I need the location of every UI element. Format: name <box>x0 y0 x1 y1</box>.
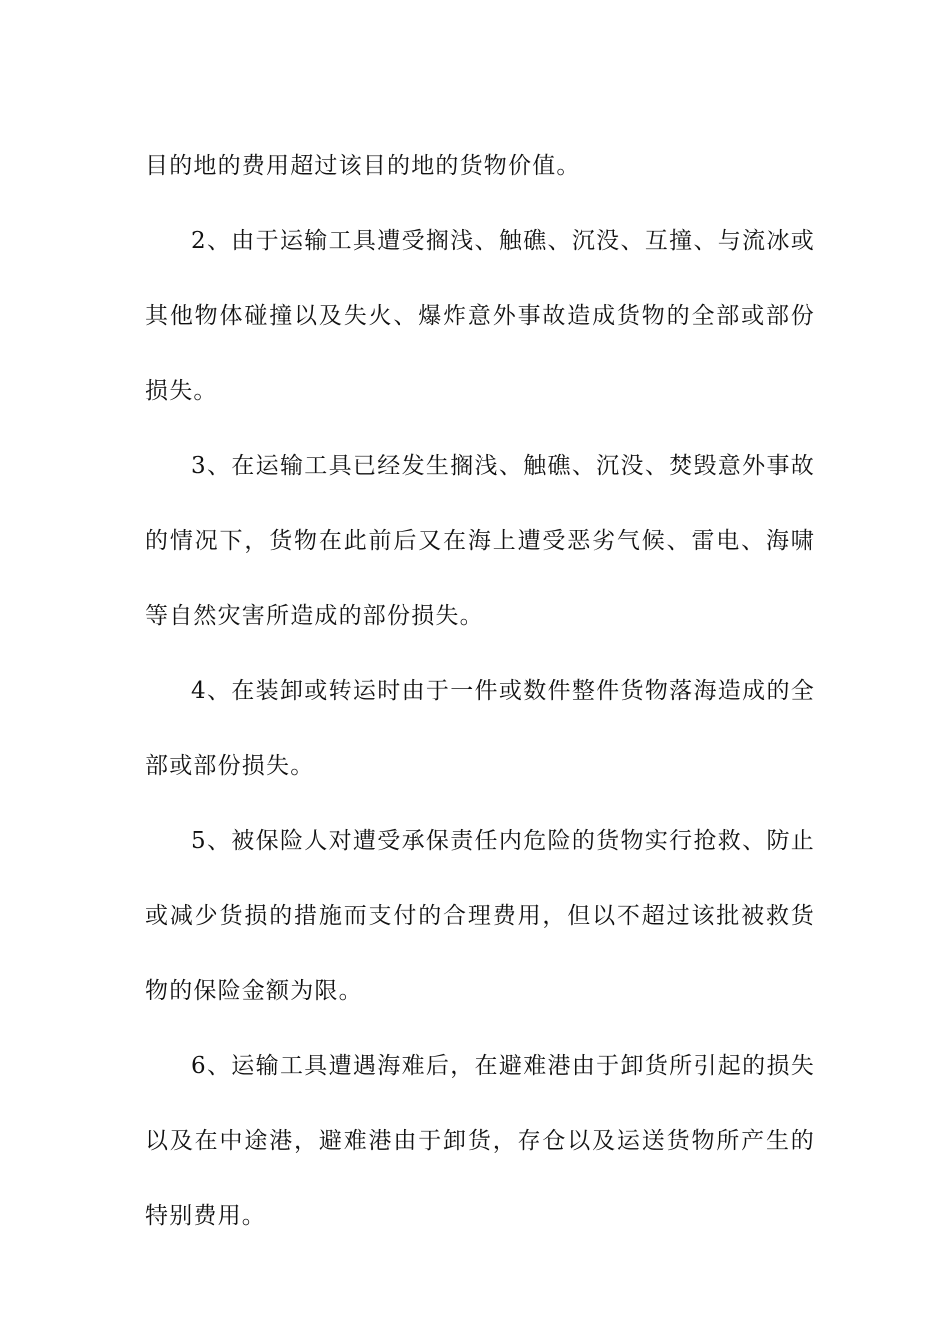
paragraph-item-6: 6、运输工具遭遇海难后，在避难港由于卸货所引起的损失以及在中途港，避难港由于卸货，存仓以及运送货物所产生的特别费用。 <box>145 1053 815 1229</box>
paragraph-continuation: 目的地的费用超过该目的地的货物价值。 <box>145 153 581 179</box>
paragraph-item-2: 2、由于运输工具遭受搁浅、触礁、沉没、互撞、与流冰或其他物体碰撞以及失火、爆炸意外事故造成货物的全部或部份损失。 <box>145 228 815 404</box>
paragraph-item-3: 3、在运输工具已经发生搁浅、触礁、沉没、焚毁意外事故的情况下，货物在此前后又在海上遭受恶劣气候、雷电、海啸等自然灾害所造成的部份损失。 <box>145 453 815 629</box>
paragraph-item-4: 4、在装卸或转运时由于一件或数件整件货物落海造成的全部或部份损失。 <box>145 678 815 779</box>
document-body <box>145 129 815 1254</box>
paragraph-item-5: 5、被保险人对遭受承保责任内危险的货物实行抢救、防止或减少货损的措施而支付的合理费用，但以不超过该批被救货物的保险金额为限。 <box>145 828 815 1004</box>
